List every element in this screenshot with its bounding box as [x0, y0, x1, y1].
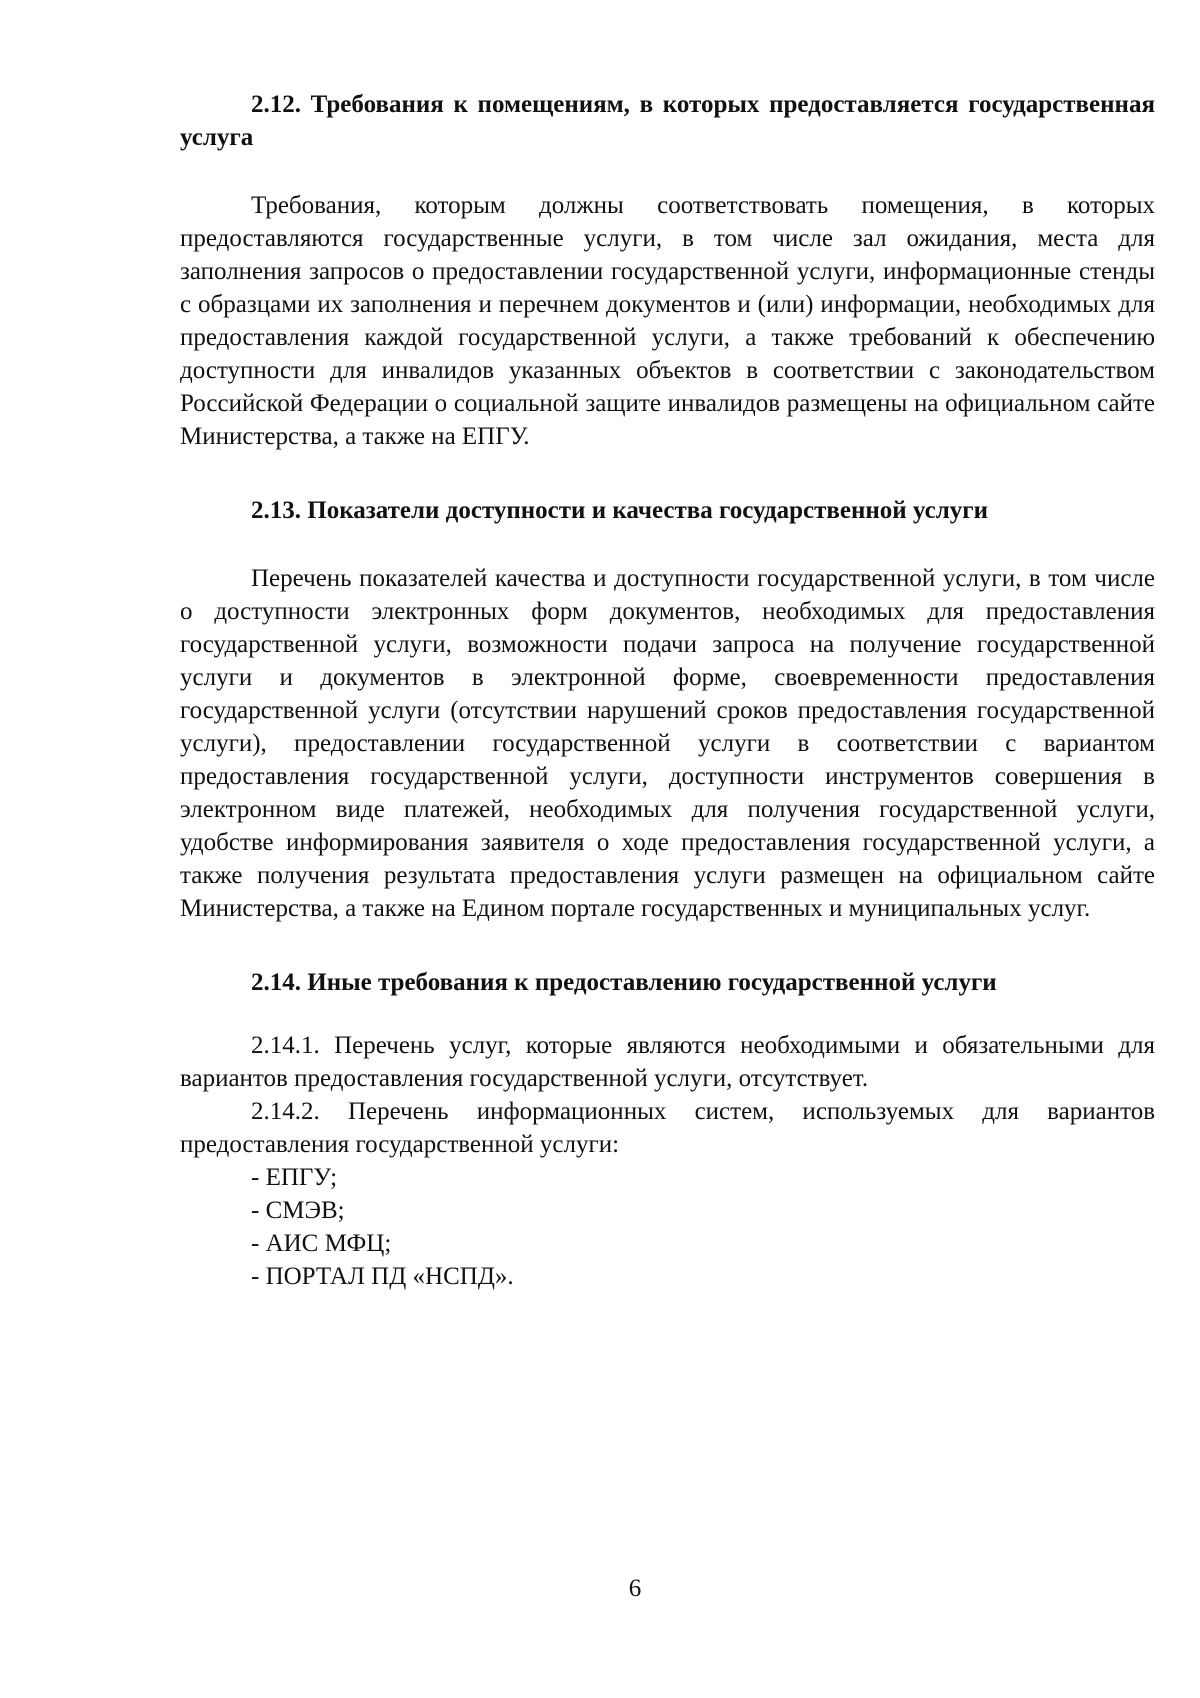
information-systems-list — [180, 1161, 1155, 1293]
paragraph-2-13: Перечень показателей качества и доступности государственной услуги, в том числе о доступности электронных форм документов, необходимых для предоставления государственной услуги, возможности подачи запроса на получение государственной услуги и документов в электронной форме, своевременности предоставления государственной услуги (отсутствии нарушений сроков предоставления государственной услуги), предоставлении государственной услуги в соответствии с вариантом предоставления государственной услуги, доступности инструментов совершения в электронном виде платежей, необходимых для получения государственной услуги, удобстве информирования заявителя о ходе предоставления государственной услуги, а также получения результата предоставления услуги размещен на официальном сайте Министерства, а также на Едином портале государственных и муниципальных услуг. — [180, 565, 1155, 922]
paragraph-2-14-2: 2.14.2. Перечень информационных систем, используемых для вариантов предоставления государственной услуги: — [180, 1098, 1155, 1158]
page-content — [180, 88, 1155, 1293]
heading-2-13: 2.13. Показатели доступности и качества государственной услуги — [251, 497, 989, 524]
list-item: - СМЭВ; — [251, 1197, 345, 1224]
paragraph-2-12: Требования, которым должны соответствовать помещения, в которых предоставляются государственные услуги, в том числе зал ожидания, места для заполнения запросов о предоставлении государственной услуги, информационные стенды с образцами их заполнения и перечнем документов и (или) информации, необходимых для предоставления каждой государственной услуги, а также требований к обеспечению доступности для инвалидов указанных объектов в соответствии с законодательством Российской Федерации о социальной защите инвалидов размещены на официальном сайте Министерства, а также на ЕПГУ. — [180, 192, 1155, 450]
heading-2-14: 2.14. Иные требования к предоставлению государственной услуги — [251, 969, 997, 996]
list-item: - ЕПГУ; — [251, 1164, 338, 1191]
page-number: 6 — [628, 1575, 642, 1602]
heading-2-12: 2.12. Требования к помещениям, в которых предоставляется государственная услуга — [180, 91, 1155, 151]
list-item: - АИС МФЦ; — [251, 1230, 392, 1257]
list-item: - ПОРТАЛ ПД «НСПД». — [251, 1263, 514, 1290]
paragraph-2-14-1: 2.14.1. Перечень услуг, которые являются необходимыми и обязательными для вариантов предоставления государственной услуги, отсутствует. — [180, 1032, 1155, 1092]
